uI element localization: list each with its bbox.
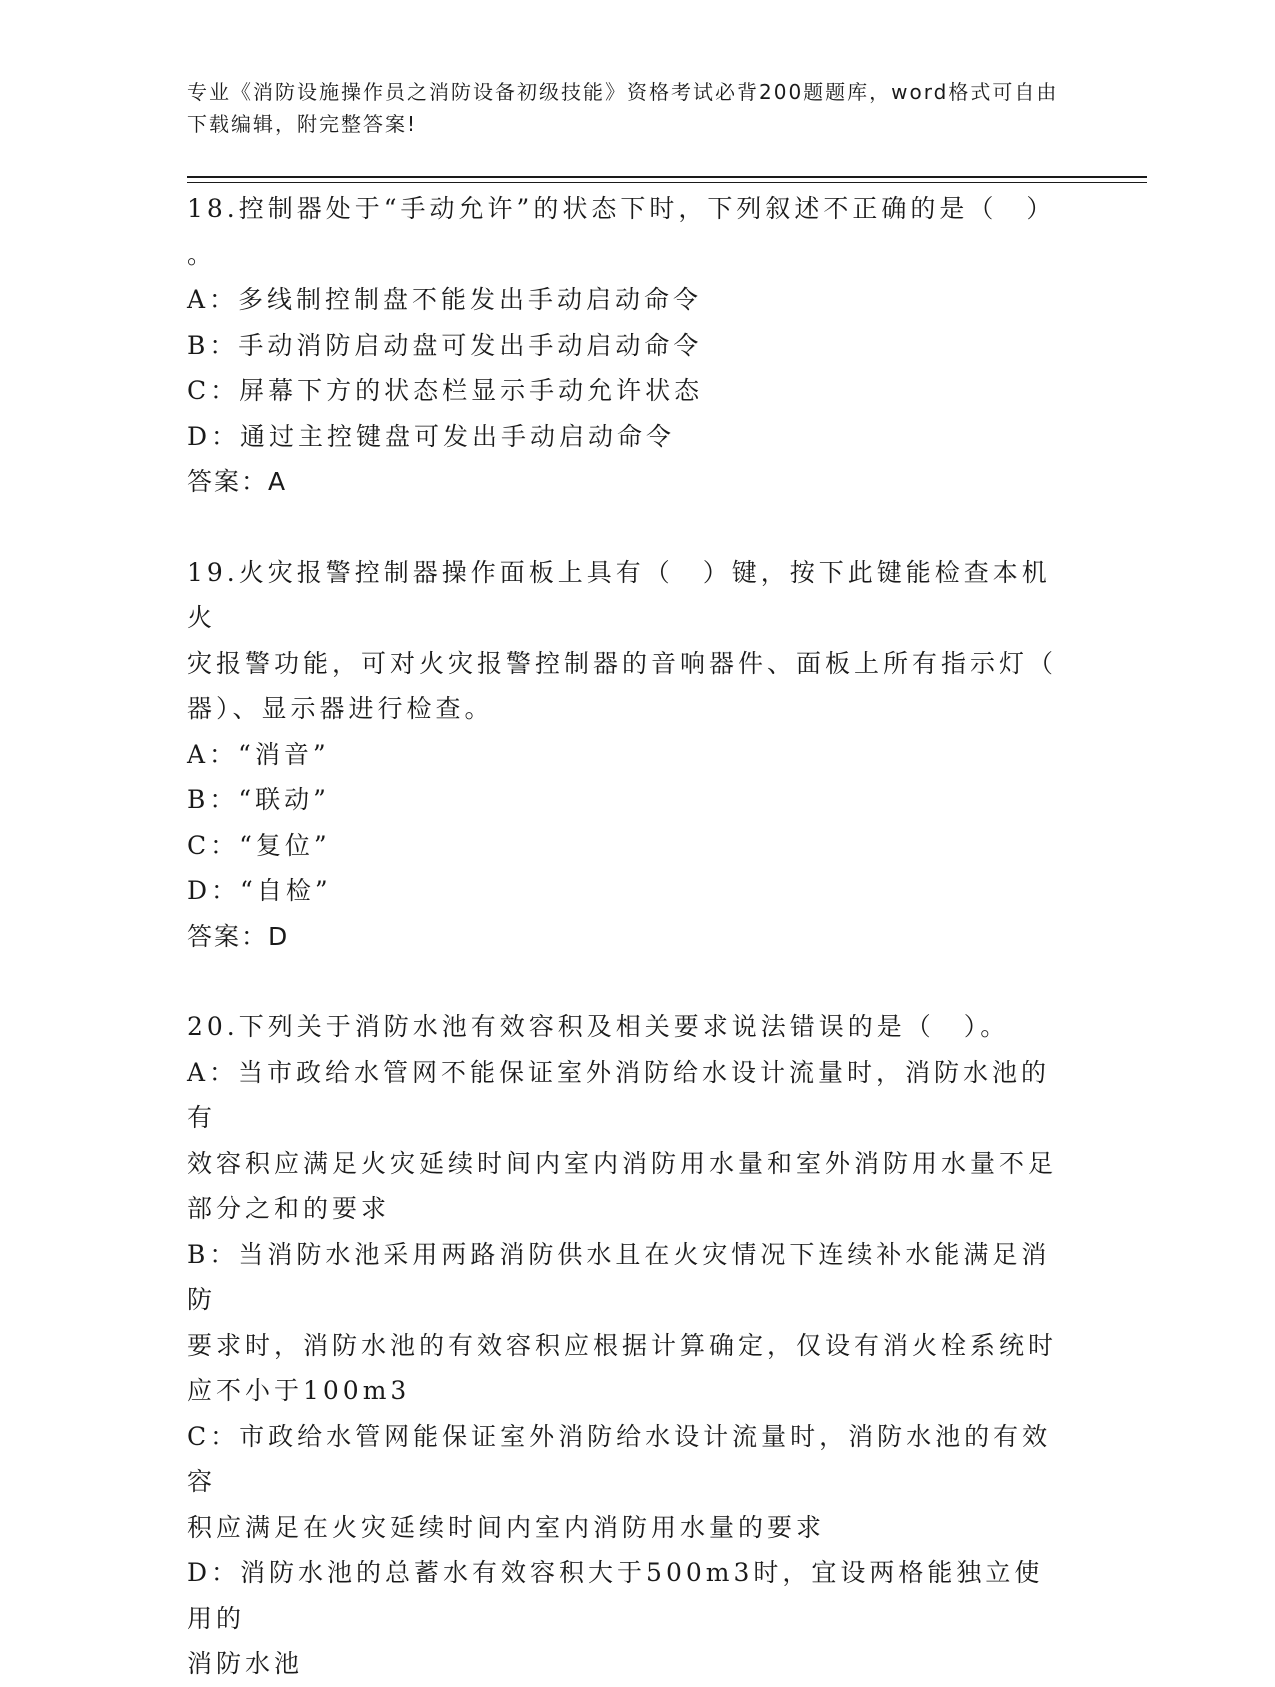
header-rule-thick	[187, 176, 1147, 178]
option-a: A：“消音”	[187, 739, 330, 769]
question-stem: 18.控制器处于“手动允许”的状态下时，下列叙述不正确的是（ ）	[187, 194, 1056, 223]
option-a: A：多线制控制盘不能发出手动启动命令	[187, 285, 703, 314]
question-list	[187, 186, 1067, 1687]
answer: 答案：A	[187, 467, 288, 496]
option-d: D：消防水池的总蓄水有效容积大于500m3时，宜设两格能独立使用的	[187, 1558, 1044, 1633]
document-header: 专业《消防设施操作员之消防设备初级技能》资格考试必背200题题库，word格式可自由下载编辑，附完整答案!	[187, 80, 1059, 136]
option-c: C：市政给水管网能保证室外消防给水设计流量时，消防水池的有效容	[187, 1421, 1052, 1496]
question-19	[187, 550, 1067, 960]
question-stem: 器）、显示器进行检查。	[187, 694, 494, 723]
option-d: 消防水池	[187, 1649, 304, 1678]
question-stem: 20.下列关于消防水池有效容积及相关要求说法错误的是（ ）。	[187, 1012, 1010, 1041]
option-b: 应不小于100m3	[187, 1376, 411, 1405]
option-a: 部分之和的要求	[187, 1194, 391, 1223]
option-d: D：通过主控键盘可发出手动启动命令	[187, 421, 676, 451]
answer: 答案：D	[187, 921, 290, 951]
header-rule-thin	[187, 182, 1147, 183]
option-d: D：“自检”	[187, 876, 332, 905]
question-20	[187, 1004, 1067, 1687]
option-b: B：当消防水池采用两路消防供水且在火灾情况下连续补水能满足消防	[187, 1239, 1051, 1314]
option-c: C：“复位”	[187, 830, 331, 860]
spacer	[187, 959, 1067, 1004]
option-a: A：当市政给水管网不能保证室外消防给水设计流量时，消防水池的有	[187, 1057, 1051, 1132]
option-c: C：屏幕下方的状态栏显示手动允许状态	[187, 376, 704, 405]
option-b: 要求时，消防水池的有效容积应根据计算确定，仅设有消火栓系统时	[187, 1330, 1058, 1360]
option-b: B：手动消防启动盘可发出手动启动命令	[187, 330, 703, 360]
option-c: 积应满足在火灾延续时间内室内消防用水量的要求	[187, 1512, 826, 1542]
question-18	[187, 186, 1067, 505]
question-stem: 19.火灾报警控制器操作面板上具有（ ）键，按下此键能检查本机火	[187, 557, 1051, 632]
spacer	[187, 505, 1067, 550]
option-b: B：“联动”	[187, 785, 330, 814]
option-a: 效容积应满足火灾延续时间内室内消防用水量和室外消防用水量不足	[187, 1148, 1058, 1178]
question-stem: 。	[187, 239, 217, 269]
question-stem: 灾报警功能，可对火灾报警控制器的音响器件、面板上所有指示灯（	[187, 648, 1058, 678]
